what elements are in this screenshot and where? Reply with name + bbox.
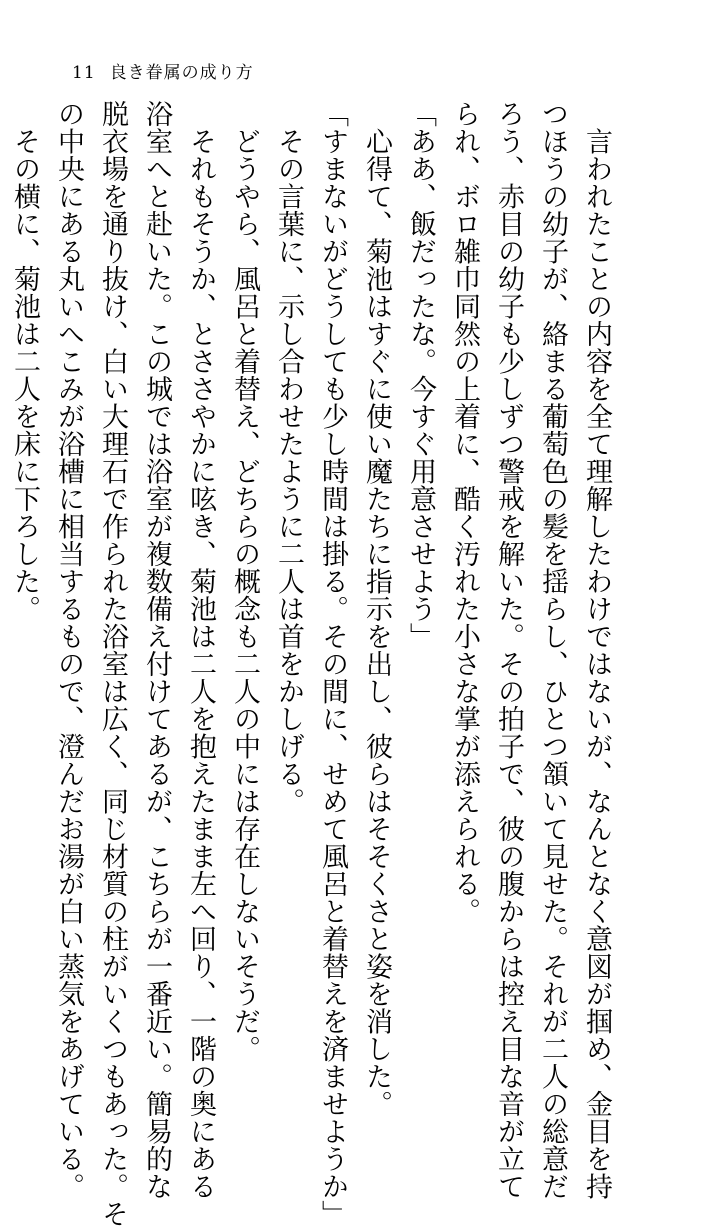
text-line: その横に、菊池は二人を床に下ろした。	[9, 100, 40, 623]
book-title: 良き眷属の成り方	[109, 63, 254, 83]
page-header	[72, 58, 254, 83]
text-line: られ、ボロ雑巾同然の上着に、酷く汚れた小さな掌が添えられる。	[449, 100, 480, 925]
text-line: 「ああ、飯だったな。今すぐ用意させよう」	[405, 100, 436, 650]
text-line: 脱衣場を通り抜け、白い大理石で作られた浴室は広く、同じ材質の柱がいくつもあった。そ	[97, 100, 128, 1228]
text-line	[0, 100, 2, 960]
text-line: 言われたことの内容を全て理解したわけではないが、なんとなく意図が掴め、金目を持	[581, 100, 612, 1200]
text-line: それもそうか、とささやかに呟き、菊池は二人を抱えたまま左へ回り、一階の奥にある	[185, 100, 216, 1200]
text-line: ろう、赤目の幼子も少しずつ警戒を解いた。その拍子で、彼の腹からは控え目な音が立て	[493, 100, 524, 1200]
text-line: 「すまないがどうしても少し時間は掛る。その間に、せめて風呂と着替えを済ませようか」	[317, 100, 348, 1228]
text-line: どうやら、風呂と着替え、どちらの概念も二人の中には存在しないそうだ。	[229, 100, 260, 1063]
text-line: つほうの幼子が、絡まる葡萄色の髪を揺らし、ひとつ頷いて見せた。それが二人の総意だ	[537, 100, 568, 1200]
text-line: の中央にある丸いへこみが浴槽に相当するもので、澄んだお湯が白い蒸気をあげている。	[53, 100, 84, 1200]
text-line: その言葉に、示し合わせたように二人は首をかしげる。	[273, 100, 304, 815]
text-line: 浴室へと赴いた。この城では浴室が複数備え付けてあるが、こちらが一番近い。簡易的な	[141, 100, 172, 1200]
text-line: 心得て、菊池はすぐに使い魔たちに指示を出し、彼らはそそくさと姿を消した。	[361, 100, 392, 1118]
page-number: 11	[72, 63, 96, 83]
novel-text	[0, 100, 618, 1228]
